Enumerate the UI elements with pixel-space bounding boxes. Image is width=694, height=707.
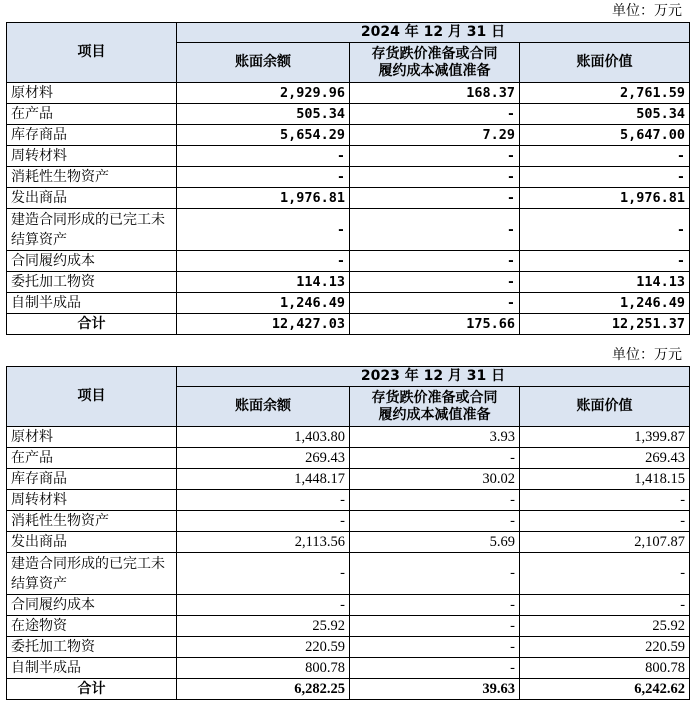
cell-value: - [520, 167, 690, 188]
cell-impairment: 30.02 [350, 469, 520, 490]
cell-balance: 1,448.17 [177, 469, 350, 490]
total-balance: 6,282.25 [177, 679, 350, 700]
cell-value: 1,399.87 [520, 427, 690, 448]
total-balance: 12,427.03 [177, 314, 350, 335]
cell-value: 1,418.15 [520, 469, 690, 490]
cell-impairment: - [350, 167, 520, 188]
cell-value: 1,246.49 [520, 293, 690, 314]
cell-item: 建造合同形成的已完工未结算资产 [7, 553, 177, 595]
cell-balance: 1,403.80 [177, 427, 350, 448]
header-book-balance: 账面余额 [177, 43, 350, 83]
inventory-table-2023 [6, 366, 690, 700]
table-body [7, 427, 690, 700]
table-row [7, 188, 690, 209]
cell-impairment: - [350, 104, 520, 125]
cell-balance: - [177, 490, 350, 511]
cell-item: 发出商品 [7, 188, 177, 209]
unit-label-2023: 单位：万元 [612, 347, 682, 363]
cell-impairment: - [350, 293, 520, 314]
cell-impairment: 5.69 [350, 532, 520, 553]
table-row [7, 427, 690, 448]
cell-value: 505.34 [520, 104, 690, 125]
table-row [7, 104, 690, 125]
table-row [7, 167, 690, 188]
cell-value: 25.92 [520, 616, 690, 637]
cell-impairment: - [350, 490, 520, 511]
cell-balance: 1,246.49 [177, 293, 350, 314]
cell-value: 5,647.00 [520, 125, 690, 146]
cell-impairment: - [350, 595, 520, 616]
header-period: 2023 年 12 月 31 日 [177, 367, 690, 387]
total-row [7, 314, 690, 335]
total-item: 合计 [7, 679, 177, 700]
cell-impairment: - [350, 511, 520, 532]
table-row [7, 83, 690, 104]
cell-item: 原材料 [7, 83, 177, 104]
cell-item: 消耗性生物资产 [7, 511, 177, 532]
total-value: 6,242.62 [520, 679, 690, 700]
header-item: 项目 [7, 23, 177, 83]
cell-item: 原材料 [7, 427, 177, 448]
cell-value: - [520, 595, 690, 616]
cell-item: 发出商品 [7, 532, 177, 553]
table-row [7, 272, 690, 293]
cell-impairment: - [350, 448, 520, 469]
total-item: 合计 [7, 314, 177, 335]
cell-balance: 1,976.81 [177, 188, 350, 209]
table-row [7, 490, 690, 511]
table-row [7, 511, 690, 532]
cell-impairment: - [350, 146, 520, 167]
table-row [7, 532, 690, 553]
cell-impairment: 168.37 [350, 83, 520, 104]
table-row [7, 251, 690, 272]
header-impairment: 存货跌价准备或合同 履约成本减值准备 [350, 387, 520, 427]
cell-balance: 5,654.29 [177, 125, 350, 146]
cell-value: 220.59 [520, 637, 690, 658]
cell-impairment: 7.29 [350, 125, 520, 146]
total-value: 12,251.37 [520, 314, 690, 335]
total-impairment: 39.63 [350, 679, 520, 700]
cell-item: 在产品 [7, 448, 177, 469]
table-row [7, 209, 690, 251]
cell-impairment: - [350, 637, 520, 658]
cell-impairment: - [350, 188, 520, 209]
table-row [7, 658, 690, 679]
cell-balance: 505.34 [177, 104, 350, 125]
cell-item: 在途物资 [7, 616, 177, 637]
cell-value: - [520, 251, 690, 272]
header-period: 2024 年 12 月 31 日 [177, 23, 690, 43]
cell-balance: - [177, 251, 350, 272]
cell-balance: 269.43 [177, 448, 350, 469]
cell-balance: - [177, 167, 350, 188]
table-row [7, 448, 690, 469]
cell-item: 周转材料 [7, 490, 177, 511]
cell-value: 1,976.81 [520, 188, 690, 209]
cell-value: 269.43 [520, 448, 690, 469]
cell-item: 自制半成品 [7, 658, 177, 679]
cell-balance: - [177, 511, 350, 532]
unit-label-2024: 单位：万元 [612, 3, 682, 19]
cell-impairment: - [350, 251, 520, 272]
cell-impairment: - [350, 272, 520, 293]
cell-item: 委托加工物资 [7, 272, 177, 293]
total-row [7, 679, 690, 700]
cell-balance: 2,113.56 [177, 532, 350, 553]
cell-impairment: - [350, 658, 520, 679]
header-book-value: 账面价值 [520, 387, 690, 427]
table-row [7, 553, 690, 595]
cell-value: 2,761.59 [520, 83, 690, 104]
table-row [7, 146, 690, 167]
inventory-table-2024 [6, 22, 690, 335]
cell-impairment: - [350, 616, 520, 637]
cell-balance: 25.92 [177, 616, 350, 637]
header-impairment: 存货跌价准备或合同 履约成本减值准备 [350, 43, 520, 83]
cell-balance: 220.59 [177, 637, 350, 658]
header-item: 项目 [7, 367, 177, 427]
cell-item: 库存商品 [7, 469, 177, 490]
cell-item: 消耗性生物资产 [7, 167, 177, 188]
cell-value: - [520, 553, 690, 595]
cell-balance: 114.13 [177, 272, 350, 293]
header-book-balance: 账面余额 [177, 387, 350, 427]
cell-value: 2,107.87 [520, 532, 690, 553]
table-row [7, 125, 690, 146]
table-row [7, 616, 690, 637]
cell-balance: - [177, 146, 350, 167]
header-book-value: 账面价值 [520, 43, 690, 83]
cell-impairment: - [350, 553, 520, 595]
cell-value: - [520, 146, 690, 167]
cell-impairment: 3.93 [350, 427, 520, 448]
cell-value: 800.78 [520, 658, 690, 679]
cell-item: 委托加工物资 [7, 637, 177, 658]
cell-balance: - [177, 209, 350, 251]
cell-value: - [520, 490, 690, 511]
cell-balance: - [177, 595, 350, 616]
cell-balance: 800.78 [177, 658, 350, 679]
table-row [7, 595, 690, 616]
table-row [7, 293, 690, 314]
cell-value: - [520, 511, 690, 532]
cell-item: 合同履约成本 [7, 595, 177, 616]
table-row [7, 469, 690, 490]
cell-item: 建造合同形成的已完工未结算资产 [7, 209, 177, 251]
cell-item: 在产品 [7, 104, 177, 125]
table-body [7, 83, 690, 335]
cell-item: 库存商品 [7, 125, 177, 146]
cell-balance: 2,929.96 [177, 83, 350, 104]
cell-impairment: - [350, 209, 520, 251]
cell-balance: - [177, 553, 350, 595]
cell-item: 自制半成品 [7, 293, 177, 314]
cell-item: 合同履约成本 [7, 251, 177, 272]
table-row [7, 637, 690, 658]
cell-value: 114.13 [520, 272, 690, 293]
cell-item: 周转材料 [7, 146, 177, 167]
cell-value: - [520, 209, 690, 251]
total-impairment: 175.66 [350, 314, 520, 335]
